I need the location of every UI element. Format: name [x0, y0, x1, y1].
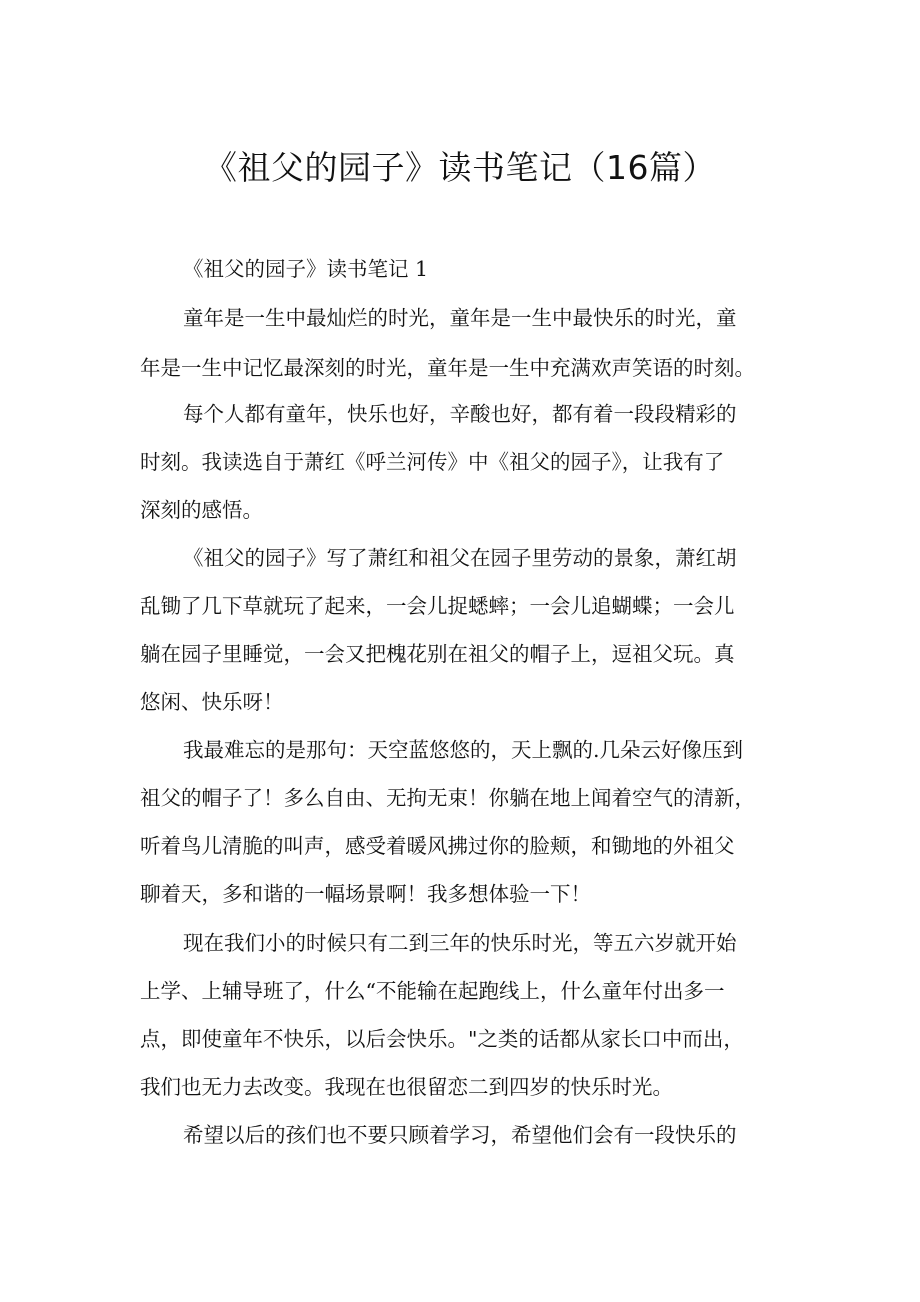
text-line: 每个人都有童年，快乐也好，辛酸也好，都有着一段段精彩的 [183, 402, 737, 426]
text-line: 现在我们小的时候只有二到三年的快乐时光，等五六岁就开始 [183, 931, 737, 955]
text-line: 我们也无力去改变。我现在也很留恋二到四岁的快乐时光。 [140, 1075, 673, 1099]
text-line: 听着鸟儿清脆的叫声，感受着暖风拂过你的脸颊，和锄地的外祖父 [140, 834, 735, 858]
text-line: 《祖父的园子》写了萧红和祖父在园子里劳动的景象，萧红胡 [183, 546, 737, 570]
text-line: 聊着天，多和谐的一幅场景啊！我多想体验一下！ [140, 882, 591, 906]
text-line: 深刻的感悟。 [140, 498, 263, 522]
text-line: 希望以后的孩们也不要只顾着学习，希望他们会有一段快乐的 [183, 1123, 737, 1147]
text-line: 悠闲、快乐呀！ [140, 690, 284, 714]
text-line: 点，即使童年不快乐，以后会快乐。"之类的话都从家长口中而出， [140, 1027, 744, 1051]
text-line: 乱锄了几下草就玩了起来，一会儿捉蟋蟀；一会儿追蝴蝶；一会儿 [140, 594, 735, 618]
section-heading: 《祖父的园子》读书笔记 1 [183, 257, 429, 281]
text-line: 年是一生中记忆最深刻的时光，童年是一生中充满欢声笑语的时刻。 [140, 356, 755, 380]
document-title: 《祖父的园子》读书笔记（16篇） [204, 148, 716, 187]
text-line: 祖父的帽子了！多么自由、无拘无束！你躺在地上闻着空气的清新， [140, 786, 755, 810]
text-line: 时刻。我读选自于萧红《呼兰河传》中《祖父的园子》，让我有了 [140, 450, 725, 474]
text-line: 上学、上辅导班了，什么“不能输在起跑线上，什么童年付出多一 [140, 979, 725, 1003]
text-line: 躺在园子里睡觉，一会又把槐花别在祖父的帽子上，逗祖父玩。真 [140, 642, 735, 666]
text-line: 我最难忘的是那句：天空蓝悠悠的，天上飘的.几朵云好像压到 [183, 738, 744, 762]
text-line: 童年是一生中最灿烂的时光，童年是一生中最快乐的时光，童 [183, 306, 737, 330]
